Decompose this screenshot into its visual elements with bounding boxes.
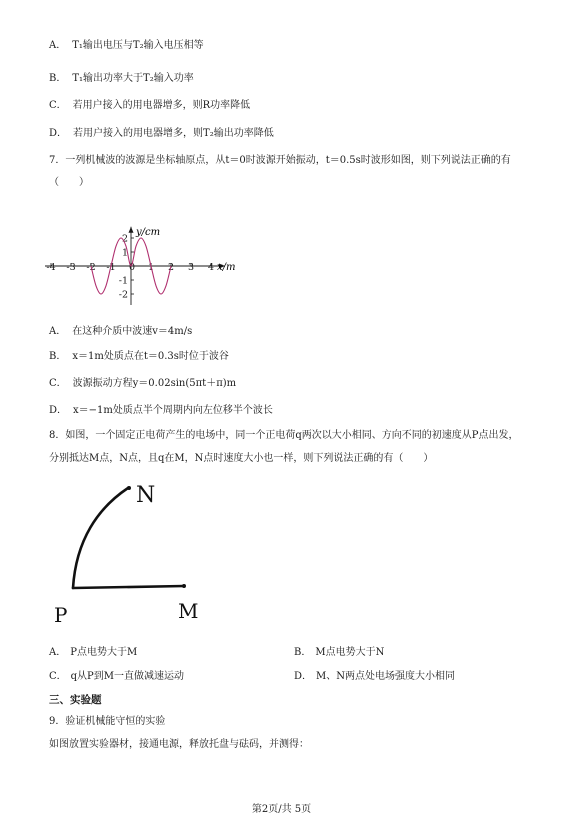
- x-axis-label: x/m: [217, 262, 236, 273]
- y-axis-label: y/cm: [136, 226, 161, 238]
- curve-p-to-n: [73, 488, 128, 588]
- q6-option-b: B． T₁输出功率大于T₂输入功率: [49, 73, 194, 84]
- q6-option-a: A． T₁输出电压与T₂输入电压相等: [49, 40, 204, 51]
- page-footer: 第2页/共 5页: [251, 804, 312, 815]
- q7-option-a: A． 在这种介质中波速v＝4m/s: [49, 326, 193, 337]
- q7-option-b: B． x＝1m处质点在t＝0.3s时位于波谷: [49, 351, 229, 362]
- label-m: M: [178, 599, 199, 623]
- q8-option-d: D． M、N两点处电场强度大小相同: [294, 671, 456, 682]
- line-p-to-m: [73, 586, 184, 588]
- q6-option-d: D． 若用户接入的用电器增多，则T₂输出功率降低: [49, 128, 274, 139]
- q9-instruction: 如图放置实验器材，接通电源，释放托盘与砝码，并测得：: [49, 739, 309, 750]
- label-p: P: [54, 603, 68, 627]
- q6-option-c: C． 若用户接入的用电器增多，则R功率降低: [49, 100, 251, 111]
- y-tick-label: -1: [118, 275, 128, 287]
- x-tick-label: 0: [128, 262, 136, 273]
- wave-ticks: [46, 234, 214, 301]
- x-tick-label: 2: [167, 262, 175, 273]
- y-tick-label: 2: [121, 233, 128, 245]
- x-tick-label: 3: [187, 262, 195, 273]
- x-tick-label: 1: [147, 262, 155, 273]
- wave-graph: [48, 196, 268, 310]
- x-tick-label: 4: [207, 262, 215, 273]
- y-tick-label: 1: [121, 247, 128, 259]
- y-tick-label: -2: [118, 289, 128, 301]
- x-tick-label: -3: [66, 262, 76, 273]
- q8-stem-line1: 8．如图，一个固定正电荷产生的电场中，同一个正电荷q两次以大小相同、方向不同的初速度从P点出发，: [49, 430, 519, 441]
- q7-option-d: D． x＝−1m处质点半个周期内向左位移半个波长: [49, 405, 273, 416]
- q8-option-a: A． P点电势大于M: [49, 647, 138, 658]
- x-tick-label: -4: [46, 262, 56, 273]
- q8-option-b: B． M点电势大于N: [294, 647, 385, 658]
- y-axis-arrow: [129, 227, 134, 233]
- section-heading: 三、实验题: [49, 694, 102, 706]
- q8-stem-line2: 分别抵达M点，N点，且q在M，N点时速度大小也一样，则下列说法正确的有（ ）: [49, 453, 434, 464]
- field-sketch: [48, 470, 218, 630]
- q8-option-c: C． q从P到M一直做减速运动: [49, 671, 185, 682]
- q7-stem-line2: （ ）: [49, 177, 89, 188]
- q7-option-c: C． 波源振动方程y＝0.02sin(5πt＋π)m: [49, 378, 237, 389]
- q9-title: 9．验证机械能守恒的实验: [49, 716, 166, 727]
- dot-m: [182, 584, 186, 588]
- q7-stem-line1: 7．一列机械波的波源是坐标轴原点，从t＝0时波源开始振动，t＝0.5s时波形如图，则下列说法正确的有: [49, 155, 511, 166]
- x-tick-label: -1: [106, 262, 116, 273]
- label-n: N: [136, 483, 156, 508]
- dot-n: [127, 486, 131, 490]
- x-tick-label: -2: [86, 262, 96, 273]
